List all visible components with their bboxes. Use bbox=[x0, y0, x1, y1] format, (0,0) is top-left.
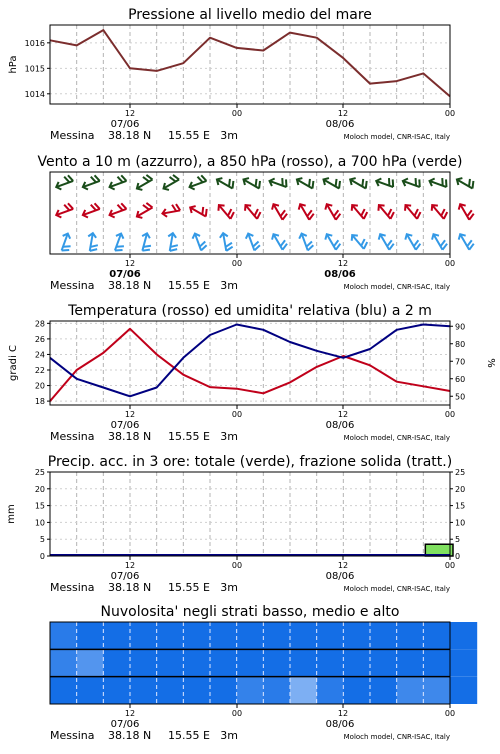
barb-staff bbox=[327, 204, 336, 220]
wind-barb bbox=[323, 201, 342, 222]
wind-barb bbox=[166, 232, 180, 252]
model-credit: Moloch model, CNR-ISAC, Italy bbox=[343, 733, 450, 741]
cloud-cell bbox=[103, 677, 130, 704]
y2-tick-label: 5 bbox=[455, 535, 461, 545]
wind-barb bbox=[270, 201, 289, 222]
y-tick-label: 25 bbox=[34, 468, 45, 477]
chart-title: Temperatura (rosso) ed umidita' relativa (blu) a 2 m bbox=[68, 303, 432, 319]
barb-staff bbox=[434, 234, 443, 250]
wind-barb bbox=[219, 232, 233, 252]
wind-barb bbox=[80, 202, 101, 218]
y2-tick-label: 90 bbox=[455, 322, 466, 332]
location-alt: 3m bbox=[220, 729, 238, 742]
barb-staff bbox=[137, 180, 153, 189]
wind-barb bbox=[375, 174, 396, 190]
date-label: 07/06 bbox=[109, 269, 141, 280]
cloud-cell bbox=[50, 622, 77, 649]
x-tick-label: 12 bbox=[337, 709, 349, 718]
barb-staff bbox=[274, 234, 283, 250]
wind-barb bbox=[187, 174, 208, 190]
barb-staff bbox=[380, 234, 389, 250]
wind-barb bbox=[242, 201, 262, 222]
chart-title: Precip. acc. in 3 ore: totale (verde), frazione solida (tratt.) bbox=[47, 454, 453, 470]
cloud-cell bbox=[237, 622, 264, 649]
model-credit: Moloch model, CNR-ISAC, Italy bbox=[343, 585, 450, 593]
wind-barb bbox=[430, 231, 449, 252]
wind-barb bbox=[298, 231, 314, 252]
cloud-cell bbox=[423, 649, 450, 676]
x-tick-label: 00 bbox=[444, 410, 456, 419]
cloud-cell bbox=[103, 622, 130, 649]
cloud-cell bbox=[317, 677, 344, 704]
cloud-cell bbox=[130, 649, 157, 676]
location-lon: 15.55 E bbox=[168, 430, 210, 443]
x-tick-label: 00 bbox=[231, 259, 243, 268]
x-tick-label: 00 bbox=[444, 259, 456, 268]
cloud-cell bbox=[77, 622, 104, 649]
y-tick-label: 18 bbox=[34, 397, 45, 407]
y2-tick-label: 15 bbox=[455, 501, 466, 511]
y-axis-label: gradi C bbox=[8, 345, 19, 381]
date-label: 07/06 bbox=[110, 571, 140, 582]
wind-barb bbox=[402, 201, 422, 222]
cloud-cell bbox=[343, 622, 370, 649]
cloud-cell bbox=[370, 677, 397, 704]
y2-tick-label: 60 bbox=[455, 374, 466, 384]
cloud-cell bbox=[77, 677, 104, 704]
cloud-cell bbox=[263, 649, 290, 676]
cloud-cell bbox=[290, 649, 317, 676]
model-credit: Moloch model, CNR-ISAC, Italy bbox=[343, 283, 450, 291]
barb-staff bbox=[137, 208, 153, 217]
x-tick-label: 00 bbox=[444, 109, 456, 118]
barb-staff bbox=[327, 234, 336, 250]
pressure-line bbox=[50, 30, 450, 96]
cloud-cell bbox=[103, 649, 130, 676]
y-tick-label: 26 bbox=[34, 334, 45, 344]
wind-barb bbox=[348, 173, 369, 192]
date-label: 07/06 bbox=[110, 119, 140, 130]
y-tick-label: 0 bbox=[39, 552, 45, 561]
y2-tick-label: 25 bbox=[455, 468, 466, 477]
wind-barb bbox=[58, 232, 74, 253]
wind-barb bbox=[268, 174, 289, 190]
wind-barb bbox=[323, 231, 342, 252]
wind-barb bbox=[86, 232, 100, 252]
barb-staff bbox=[407, 234, 416, 250]
cloud-cell bbox=[397, 677, 424, 704]
date-label: 08/06 bbox=[325, 119, 355, 130]
wind-barb bbox=[133, 201, 154, 220]
barb-staff bbox=[164, 180, 180, 189]
y-tick-label: 22 bbox=[34, 366, 45, 375]
location-lat: 38.18 N bbox=[108, 430, 152, 443]
x-tick-label: 12 bbox=[124, 259, 136, 268]
y-axis-label: % bbox=[485, 358, 496, 368]
cloud-cell bbox=[423, 677, 450, 704]
wind-barb bbox=[376, 201, 396, 222]
location-lon: 15.55 E bbox=[168, 729, 210, 742]
cloud-cell bbox=[210, 677, 237, 704]
x-tick-label: 00 bbox=[231, 709, 243, 718]
x-tick-label: 00 bbox=[231, 109, 243, 118]
location-name: Messina bbox=[50, 581, 95, 594]
location-lon: 15.55 E bbox=[168, 279, 210, 292]
cloud-cell bbox=[263, 677, 290, 704]
date-label: 07/06 bbox=[110, 420, 140, 431]
x-tick-label: 12 bbox=[337, 561, 349, 570]
wind-barb bbox=[377, 231, 396, 252]
y-tick-label: 24 bbox=[34, 350, 45, 360]
y-tick-label: 10 bbox=[34, 518, 45, 528]
wind-barb bbox=[191, 231, 207, 252]
wind-barb bbox=[139, 232, 154, 252]
plot-frame bbox=[50, 25, 450, 104]
chart-title: Vento a 10 m (azzurro), a 850 hPa (rosso), a 700 hPa (verde) bbox=[37, 154, 463, 170]
cloud-cell bbox=[130, 622, 157, 649]
y2-tick-label: 10 bbox=[455, 518, 466, 528]
x-tick-label: 12 bbox=[124, 109, 136, 118]
location-name: Messina bbox=[50, 129, 95, 142]
cloud-cell bbox=[237, 649, 264, 676]
model-credit: Moloch model, CNR-ISAC, Italy bbox=[343, 434, 450, 442]
y-axis-label: hPa bbox=[8, 55, 19, 74]
cloud-cell bbox=[157, 622, 184, 649]
cloud-cell bbox=[450, 677, 477, 704]
x-tick-label: 12 bbox=[337, 259, 349, 268]
cloud-cell bbox=[237, 677, 264, 704]
cloud-cell bbox=[210, 622, 237, 649]
location-lat: 38.18 N bbox=[108, 729, 152, 742]
cloud-cell bbox=[317, 622, 344, 649]
y-axis-label: mm bbox=[6, 504, 17, 524]
x-tick-label: 00 bbox=[231, 410, 243, 419]
wind-barb bbox=[216, 201, 236, 222]
wind-barb bbox=[270, 231, 289, 252]
wind-barb bbox=[54, 174, 75, 190]
wind-barb bbox=[161, 204, 181, 218]
cloud-cell bbox=[317, 649, 344, 676]
cloud-cell bbox=[423, 622, 450, 649]
barb-staff bbox=[274, 204, 283, 220]
location-alt: 3m bbox=[220, 129, 238, 142]
y-tick-label: 20 bbox=[34, 484, 45, 494]
barb-staff bbox=[460, 204, 469, 220]
location-lat: 38.18 N bbox=[108, 581, 152, 594]
y-tick-label: 20 bbox=[34, 381, 45, 391]
wind-barb bbox=[242, 173, 263, 192]
y-tick-label: 1016 bbox=[24, 38, 45, 48]
y-tick-label: 15 bbox=[34, 501, 45, 511]
y2-tick-label: 20 bbox=[455, 484, 466, 494]
wind-barb bbox=[322, 173, 343, 192]
x-tick-label: 12 bbox=[337, 109, 349, 118]
wind-barb bbox=[297, 201, 316, 222]
wind-barb bbox=[401, 174, 422, 190]
x-tick-label: 00 bbox=[231, 561, 243, 570]
location-lat: 38.18 N bbox=[108, 279, 152, 292]
date-label: 08/06 bbox=[325, 420, 355, 431]
barb-staff bbox=[460, 234, 469, 250]
wind-barb bbox=[457, 201, 476, 222]
wind-barb bbox=[188, 201, 209, 220]
x-tick-label: 12 bbox=[124, 410, 136, 419]
plot-frame bbox=[50, 472, 450, 556]
cloud-cell bbox=[130, 677, 157, 704]
location-name: Messina bbox=[50, 729, 95, 742]
y2-tick-label: 70 bbox=[455, 357, 466, 367]
wind-barb bbox=[349, 231, 369, 252]
location-name: Messina bbox=[50, 430, 95, 443]
cloud-cell bbox=[450, 622, 477, 649]
cloud-cell bbox=[397, 622, 424, 649]
y-tick-label: 1014 bbox=[24, 89, 45, 99]
cloud-cell bbox=[263, 622, 290, 649]
cloud-cell bbox=[290, 677, 317, 704]
cloud-cell bbox=[290, 622, 317, 649]
date-label: 08/06 bbox=[324, 269, 356, 280]
wind-barb bbox=[349, 201, 369, 222]
wind-barb bbox=[428, 174, 449, 190]
x-tick-label: 12 bbox=[124, 709, 136, 718]
cloud-cell bbox=[157, 649, 184, 676]
model-credit: Moloch model, CNR-ISAC, Italy bbox=[343, 133, 450, 141]
wind-barb bbox=[160, 173, 181, 192]
barb-staff bbox=[300, 204, 309, 220]
y-tick-label: 5 bbox=[39, 535, 45, 545]
cloud-cell bbox=[370, 649, 397, 676]
wind-barb bbox=[455, 173, 476, 192]
wind-barb bbox=[215, 173, 236, 192]
cloud-cell bbox=[183, 649, 210, 676]
location-alt: 3m bbox=[220, 279, 238, 292]
wind-barb bbox=[457, 231, 476, 252]
cloud-cell bbox=[157, 677, 184, 704]
x-tick-label: 00 bbox=[444, 561, 456, 570]
x-tick-label: 00 bbox=[444, 709, 456, 718]
cloud-cell bbox=[343, 649, 370, 676]
location-lon: 15.55 E bbox=[168, 129, 210, 142]
date-label: 07/06 bbox=[110, 719, 140, 730]
x-tick-label: 12 bbox=[337, 410, 349, 419]
chart-title: Nuvolosita' negli strati basso, medio e alto bbox=[100, 604, 400, 620]
cloud-cell bbox=[183, 622, 210, 649]
y2-tick-label: 0 bbox=[455, 552, 461, 561]
wind-barb bbox=[107, 174, 128, 190]
wind-barb bbox=[80, 174, 101, 190]
cloud-cell bbox=[50, 677, 77, 704]
cloud-cell bbox=[50, 649, 77, 676]
location-alt: 3m bbox=[220, 581, 238, 594]
wind-barb bbox=[111, 232, 127, 253]
date-label: 08/06 bbox=[325, 719, 355, 730]
y2-tick-label: 80 bbox=[455, 339, 466, 349]
wind-barb bbox=[403, 231, 422, 252]
cloud-cell bbox=[370, 622, 397, 649]
x-tick-label: 12 bbox=[124, 561, 136, 570]
cloud-cell bbox=[343, 677, 370, 704]
cloud-cell bbox=[77, 649, 104, 676]
wind-barb bbox=[429, 201, 449, 222]
location-lat: 38.18 N bbox=[108, 129, 152, 142]
y-tick-label: 28 bbox=[34, 319, 45, 329]
y2-tick-label: 50 bbox=[455, 392, 466, 402]
wind-barb bbox=[54, 202, 75, 218]
cloud-cell bbox=[183, 677, 210, 704]
wind-barb bbox=[107, 202, 128, 218]
location-name: Messina bbox=[50, 279, 95, 292]
cloud-cell bbox=[210, 649, 237, 676]
location-alt: 3m bbox=[220, 430, 238, 443]
chart-title: Pressione al livello medio del mare bbox=[128, 7, 372, 23]
wind-barb bbox=[244, 231, 260, 252]
cloud-cell bbox=[397, 649, 424, 676]
cloud-cell bbox=[450, 649, 477, 676]
date-label: 08/06 bbox=[325, 571, 355, 582]
location-lon: 15.55 E bbox=[168, 581, 210, 594]
y-tick-label: 1015 bbox=[24, 64, 45, 74]
wind-barb bbox=[295, 173, 316, 192]
wind-barb bbox=[133, 173, 154, 192]
